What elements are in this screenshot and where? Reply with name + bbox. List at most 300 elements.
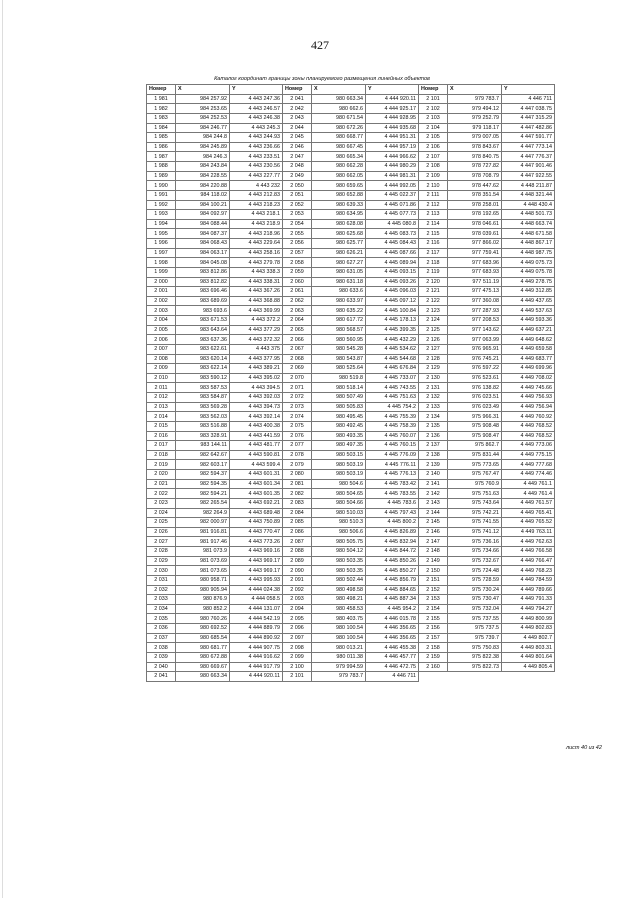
coord-x: 980 625.68 — [312, 229, 366, 239]
coord-y: 4 443 218.9 — [230, 219, 283, 229]
point-number: 2 133 — [419, 402, 448, 412]
coord-y: 4 449 773.06 — [502, 441, 555, 451]
coord-y: 4 449 802.83 — [502, 624, 555, 634]
table-row — [147, 402, 555, 412]
coord-x: 980 503.35 — [312, 556, 366, 566]
coord-y: 4 448 987.75 — [502, 248, 555, 258]
point-number: 1 989 — [147, 171, 176, 181]
coord-x: 980 403.75 — [312, 614, 366, 624]
point-number: 2 093 — [283, 595, 312, 605]
point-number: 2 149 — [419, 556, 448, 566]
point-number: 2 130 — [419, 373, 448, 383]
point-number: 2 139 — [419, 460, 448, 470]
coord-y: 4 445 080.8 — [366, 219, 419, 229]
coord-x: 981 073.65 — [176, 566, 230, 576]
coord-y: 4 443 692.21 — [230, 498, 283, 508]
point-number: 2 067 — [283, 344, 312, 354]
coord-x: 981 916.81 — [176, 527, 230, 537]
coord-x: 980 495.45 — [312, 412, 366, 422]
coord-x: 980 667.45 — [312, 142, 366, 152]
coord-y: 4 443 599.4 — [230, 460, 283, 470]
coord-x: 982 594.37 — [176, 470, 230, 480]
coord-x: 980 628.08 — [312, 219, 366, 229]
coord-y: 4 449 683.77 — [502, 354, 555, 364]
point-number: 1 995 — [147, 229, 176, 239]
coord-y: 4 443 372.32 — [230, 335, 283, 345]
coord-y: 4 444 935.68 — [366, 123, 419, 133]
coord-y: 4 446 457.77 — [366, 652, 419, 662]
point-number: 2 155 — [419, 614, 448, 624]
coord-x: 980 668.77 — [312, 133, 366, 143]
header-x: X — [176, 85, 230, 95]
point-number: 2 102 — [419, 104, 448, 114]
table-row — [147, 113, 555, 123]
point-number: 2 131 — [419, 383, 448, 393]
point-number: 1 991 — [147, 190, 176, 200]
coord-x: 980 545.28 — [312, 344, 366, 354]
point-number: 2 032 — [147, 585, 176, 595]
coord-x: 980 510.3 — [312, 518, 366, 528]
coord-x: 980 876.9 — [176, 595, 230, 605]
coord-x: 975 737.5 — [448, 624, 502, 634]
table-body — [147, 94, 555, 681]
coord-x: 978 447.62 — [448, 181, 502, 191]
coord-x: 980 626.21 — [312, 248, 366, 258]
header-number: Номер — [419, 85, 448, 95]
point-number: 2 021 — [147, 479, 176, 489]
point-number: 2 029 — [147, 556, 176, 566]
point-number: 1 982 — [147, 104, 176, 114]
point-number: 2 039 — [147, 652, 176, 662]
point-number: 2 000 — [147, 277, 176, 287]
table-row — [147, 672, 555, 682]
coord-y: 4 445 743.55 — [366, 383, 419, 393]
point-number: 2 140 — [419, 470, 448, 480]
coord-x: 980 502.44 — [312, 575, 366, 585]
coord-x: 977 063.99 — [448, 335, 502, 345]
table-row — [147, 547, 555, 557]
point-number: 2 112 — [419, 200, 448, 210]
point-number: 2 043 — [283, 113, 312, 123]
coord-x: 983 671.53 — [176, 316, 230, 326]
coord-y: 4 444 992.05 — [366, 181, 419, 191]
table-row — [147, 325, 555, 335]
coord-x: 979 118.17 — [448, 123, 502, 133]
coord-y: 4 449 802.7 — [502, 633, 555, 643]
coord-x: 984 063.17 — [176, 248, 230, 258]
point-number: 2 078 — [283, 450, 312, 460]
coord-y: 4 449 637.21 — [502, 325, 555, 335]
coord-y: 4 445 093.15 — [366, 267, 419, 277]
point-number: 2 154 — [419, 604, 448, 614]
point-number: 2 109 — [419, 171, 448, 181]
table-row — [147, 190, 555, 200]
coord-y: 4 449 760.92 — [502, 412, 555, 422]
coord-y: 4 445 022.37 — [366, 190, 419, 200]
point-number: 2 126 — [419, 335, 448, 345]
point-number: 2 088 — [283, 547, 312, 557]
coord-x: 980 510.03 — [312, 508, 366, 518]
coord-x: 977 287.93 — [448, 306, 502, 316]
table-row — [147, 450, 555, 460]
coord-x: 983 689.69 — [176, 296, 230, 306]
point-number: 2 084 — [283, 508, 312, 518]
point-number: 2 145 — [419, 518, 448, 528]
point-number: 2 070 — [283, 373, 312, 383]
coord-x: 980 627.27 — [312, 258, 366, 268]
coord-x: 984 246.77 — [176, 123, 230, 133]
coord-x: 984 045.08 — [176, 258, 230, 268]
point-number: 2 087 — [283, 537, 312, 547]
coord-y: 4 443 218.96 — [230, 229, 283, 239]
coord-y: 4 449 762.63 — [502, 537, 555, 547]
table-row — [147, 162, 555, 172]
coord-y: 4 448 321.44 — [502, 190, 555, 200]
coord-y: 4 445 776.11 — [366, 460, 419, 470]
coord-y: 4 445 096.03 — [366, 287, 419, 297]
point-number: 2 035 — [147, 614, 176, 624]
coord-y: 4 443 258.16 — [230, 248, 283, 258]
point-number: 2 056 — [283, 239, 312, 249]
coord-x: 977 683.96 — [448, 258, 502, 268]
point-number: 1 992 — [147, 200, 176, 210]
coord-y: 4 445 100.84 — [366, 306, 419, 316]
point-number: 2 077 — [283, 441, 312, 451]
coord-x: 975 773.65 — [448, 460, 502, 470]
coord-x: 980 458.53 — [312, 604, 366, 614]
header-y: Y — [502, 85, 555, 95]
coord-x: 980 635.22 — [312, 306, 366, 316]
point-number: 2 117 — [419, 248, 448, 258]
coord-y — [502, 672, 555, 682]
table-row — [147, 94, 555, 104]
table-row — [147, 556, 555, 566]
point-number: 2 069 — [283, 364, 312, 374]
coord-y: 4 445 760.07 — [366, 431, 419, 441]
point-number: 2 107 — [419, 152, 448, 162]
coord-y: 4 446 015.78 — [366, 614, 419, 624]
coord-x: 984 257.92 — [176, 94, 230, 104]
point-number: 2 063 — [283, 306, 312, 316]
coord-y: 4 449 766.58 — [502, 547, 555, 557]
coord-x: 978 046.61 — [448, 219, 502, 229]
coord-y: 4 447 038.75 — [502, 104, 555, 114]
coord-x: 983 562.03 — [176, 412, 230, 422]
coord-x: 984 245.89 — [176, 142, 230, 152]
coord-y: 4 443 218.23 — [230, 200, 283, 210]
coord-x: 980 100.54 — [312, 624, 366, 634]
point-number: 2 135 — [419, 421, 448, 431]
point-number: 2 051 — [283, 190, 312, 200]
point-number: 2 111 — [419, 190, 448, 200]
coord-y: 4 446 356.65 — [366, 633, 419, 643]
table-row — [147, 604, 555, 614]
point-number: 2 041 — [283, 94, 312, 104]
coord-x: 980 669.67 — [176, 662, 230, 672]
table-row — [147, 633, 555, 643]
coord-x: 980 505.83 — [312, 402, 366, 412]
coord-x: 982 642.67 — [176, 450, 230, 460]
coord-y: 4 449 800.99 — [502, 614, 555, 624]
coord-y: 4 447 773.14 — [502, 142, 555, 152]
coord-x: 980 504.66 — [312, 498, 366, 508]
coord-x: 980 506.6 — [312, 527, 366, 537]
point-number: 2 038 — [147, 643, 176, 653]
coord-x: 980 631.05 — [312, 267, 366, 277]
table-row — [147, 460, 555, 470]
coord-y: 4 444 890.92 — [230, 633, 283, 643]
coord-y: 4 445 954.2 — [366, 604, 419, 614]
coord-x: 975 737.55 — [448, 614, 502, 624]
coord-y: 4 449 278.75 — [502, 277, 555, 287]
point-number: 2 148 — [419, 547, 448, 557]
coord-y: 4 443 441.59 — [230, 431, 283, 441]
point-number: 1 986 — [147, 142, 176, 152]
coord-y: 4 449 768.23 — [502, 566, 555, 576]
point-number: 2 150 — [419, 566, 448, 576]
coord-x: 984 246.3 — [176, 152, 230, 162]
coord-y: 4 443 368.88 — [230, 296, 283, 306]
coord-y: 4 445 097.12 — [366, 296, 419, 306]
point-number: 2 152 — [419, 585, 448, 595]
coord-x: 975 908.48 — [448, 421, 502, 431]
table-row — [147, 316, 555, 326]
coord-y: 4 444 542.19 — [230, 614, 283, 624]
point-number: 2 022 — [147, 489, 176, 499]
point-number: 2 146 — [419, 527, 448, 537]
table-row — [147, 527, 555, 537]
coord-x: 982 594.35 — [176, 479, 230, 489]
coord-x: 982 264.9 — [176, 508, 230, 518]
coord-x: 980 672.88 — [176, 652, 230, 662]
table-row — [147, 373, 555, 383]
coord-y: 4 443 969.16 — [230, 547, 283, 557]
coord-x: 980 665.34 — [312, 152, 366, 162]
table-row — [147, 393, 555, 403]
point-number: 2 009 — [147, 364, 176, 374]
point-number: 2 016 — [147, 431, 176, 441]
coord-x: 983 620.14 — [176, 354, 230, 364]
table-row — [147, 287, 555, 297]
point-number: 2 075 — [283, 421, 312, 431]
coord-x: 980 631.18 — [312, 277, 366, 287]
coord-y: 4 444 981.31 — [366, 171, 419, 181]
coord-x: 978 840.75 — [448, 152, 502, 162]
coord-x: 983 590.12 — [176, 373, 230, 383]
coord-y: 4 443 244.93 — [230, 133, 283, 143]
table-row — [147, 133, 555, 143]
coord-y: 4 445 783.42 — [366, 479, 419, 489]
coord-y: 4 445 832.94 — [366, 537, 419, 547]
coord-y: 4 443 230.56 — [230, 162, 283, 172]
point-number: 2 004 — [147, 316, 176, 326]
coord-y: 4 445 884.65 — [366, 585, 419, 595]
coord-x: 980 492.45 — [312, 421, 366, 431]
table-row — [147, 518, 555, 528]
coord-y: 4 445 093.26 — [366, 277, 419, 287]
coord-y: 4 446 455.38 — [366, 643, 419, 653]
coord-y: 4 443 338.31 — [230, 277, 283, 287]
point-number: 2 101 — [419, 94, 448, 104]
table-header-row — [147, 85, 555, 95]
coord-x: 983 643.64 — [176, 325, 230, 335]
coord-y: 4 446 711 — [366, 672, 419, 682]
coord-x: 978 843.67 — [448, 142, 502, 152]
point-number: 2 100 — [283, 662, 312, 672]
coord-x: 980 633.97 — [312, 296, 366, 306]
table-row — [147, 248, 555, 258]
coord-x: 983 693.6 — [176, 306, 230, 316]
point-number: 2 031 — [147, 575, 176, 585]
point-number: 2 045 — [283, 133, 312, 143]
coord-y: 4 449 765.41 — [502, 508, 555, 518]
coord-x: 978 258.01 — [448, 200, 502, 210]
coord-x: 984 244.8 — [176, 133, 230, 143]
page-number: 427 — [311, 38, 329, 52]
coord-x: 980 100.54 — [312, 633, 366, 643]
coord-x: 979 783.7 — [312, 672, 366, 682]
point-number: 2 092 — [283, 585, 312, 595]
coord-x: 980 672.26 — [312, 123, 366, 133]
coord-x: 975 751.63 — [448, 489, 502, 499]
coord-y: 4 449 805.4 — [502, 662, 555, 672]
header-x: X — [312, 85, 366, 95]
coord-x: 984 118.02 — [176, 190, 230, 200]
coord-y: 4 443 227.77 — [230, 171, 283, 181]
coord-y: 4 445 887.34 — [366, 595, 419, 605]
table-row — [147, 200, 555, 210]
coord-x: 975 736.16 — [448, 537, 502, 547]
point-number — [419, 672, 448, 682]
coord-y: 4 445 071.86 — [366, 200, 419, 210]
table-row — [147, 595, 555, 605]
coord-x: 983 569.28 — [176, 402, 230, 412]
coord-y: 4 449 745.66 — [502, 383, 555, 393]
coord-y: 4 445 850.27 — [366, 566, 419, 576]
coord-y: 4 443 392.14 — [230, 412, 283, 422]
coord-x: 976 745.21 — [448, 354, 502, 364]
coord-y: 4 445 783.55 — [366, 489, 419, 499]
coord-y: 4 449 699.96 — [502, 364, 555, 374]
coord-y: 4 443 212.83 — [230, 190, 283, 200]
point-number: 2 041 — [147, 672, 176, 682]
coord-y: 4 443 601.35 — [230, 489, 283, 499]
coord-y: 4 445 399.35 — [366, 325, 419, 335]
coord-x: 975 750.83 — [448, 643, 502, 653]
coord-y: 4 443 246.38 — [230, 113, 283, 123]
point-number: 2 083 — [283, 498, 312, 508]
table-row — [147, 296, 555, 306]
table-row — [147, 489, 555, 499]
point-number: 2 074 — [283, 412, 312, 422]
point-number: 2 122 — [419, 296, 448, 306]
point-number: 2 005 — [147, 325, 176, 335]
coord-x: 979 494.12 — [448, 104, 502, 114]
coord-x: 975 822.73 — [448, 662, 502, 672]
point-number: 2 096 — [283, 624, 312, 634]
point-number: 2 048 — [283, 162, 312, 172]
coord-x: 981 073.9 — [176, 547, 230, 557]
coord-x: 981 073.69 — [176, 556, 230, 566]
coord-x: 980 498.21 — [312, 595, 366, 605]
coord-x: 976 523.61 — [448, 373, 502, 383]
coord-x: 979 007.05 — [448, 133, 502, 143]
coord-x: 980 663.34 — [176, 672, 230, 682]
coord-y: 4 445 844.72 — [366, 547, 419, 557]
coord-x: 984 253.65 — [176, 104, 230, 114]
point-number: 2 066 — [283, 335, 312, 345]
coord-y: 4 443 367.26 — [230, 287, 283, 297]
coord-y: 4 444 951.31 — [366, 133, 419, 143]
point-number: 2 065 — [283, 325, 312, 335]
coord-x: 980 662.6 — [312, 104, 366, 114]
coord-x: 975 730.24 — [448, 585, 502, 595]
coord-y: 4 445 083.73 — [366, 229, 419, 239]
coord-x: 980 652.88 — [312, 190, 366, 200]
coord-y: 4 444 966.62 — [366, 152, 419, 162]
coord-x: 980 498.58 — [312, 585, 366, 595]
point-number: 2 085 — [283, 518, 312, 528]
point-number: 2 059 — [283, 267, 312, 277]
coord-y: 4 449 761.1 — [502, 479, 555, 489]
coord-x: 983 812.82 — [176, 277, 230, 287]
point-number: 2 151 — [419, 575, 448, 585]
point-number: 2 027 — [147, 537, 176, 547]
point-number: 2 058 — [283, 258, 312, 268]
coord-y: 4 443 245.3 — [230, 123, 283, 133]
point-number: 2 023 — [147, 498, 176, 508]
coord-y: 4 446 472.75 — [366, 662, 419, 672]
point-number: 2 002 — [147, 296, 176, 306]
point-number: 1 981 — [147, 94, 176, 104]
coord-x: 980 671.54 — [312, 113, 366, 123]
table-row — [147, 344, 555, 354]
point-number: 2 110 — [419, 181, 448, 191]
coord-y: 4 449 761.4 — [502, 489, 555, 499]
coord-x: 983 144.11 — [176, 441, 230, 451]
table-row — [147, 229, 555, 239]
point-number: 2 012 — [147, 393, 176, 403]
coord-y: 4 449 801.64 — [502, 652, 555, 662]
point-number: 2 123 — [419, 306, 448, 316]
coord-y: 4 449 312.85 — [502, 287, 555, 297]
point-number: 2 129 — [419, 364, 448, 374]
point-number: 2 014 — [147, 412, 176, 422]
coord-y: 4 449 784.59 — [502, 575, 555, 585]
coord-y: 4 445 776.13 — [366, 470, 419, 480]
point-number: 2 044 — [283, 123, 312, 133]
coord-y: 4 443 689.48 — [230, 508, 283, 518]
coord-x: 980 958.71 — [176, 575, 230, 585]
coord-x: 980 625.77 — [312, 239, 366, 249]
point-number: 1 988 — [147, 162, 176, 172]
coord-x: 980 504.65 — [312, 489, 366, 499]
coord-x: 984 252.53 — [176, 113, 230, 123]
coord-y: 4 443 394.73 — [230, 402, 283, 412]
point-number: 2 147 — [419, 537, 448, 547]
table-row — [147, 181, 555, 191]
table-row — [147, 364, 555, 374]
point-number: 2 055 — [283, 229, 312, 239]
coord-x: 975 831.44 — [448, 450, 502, 460]
coord-y: 4 443 969.17 — [230, 556, 283, 566]
coord-x: 980 685.54 — [176, 633, 230, 643]
point-number: 2 105 — [419, 133, 448, 143]
coord-y: 4 445 077.73 — [366, 210, 419, 220]
coord-y: 4 443 247.36 — [230, 94, 283, 104]
coord-x: 980 633.6 — [312, 287, 366, 297]
coord-y: 4 449 708.02 — [502, 373, 555, 383]
